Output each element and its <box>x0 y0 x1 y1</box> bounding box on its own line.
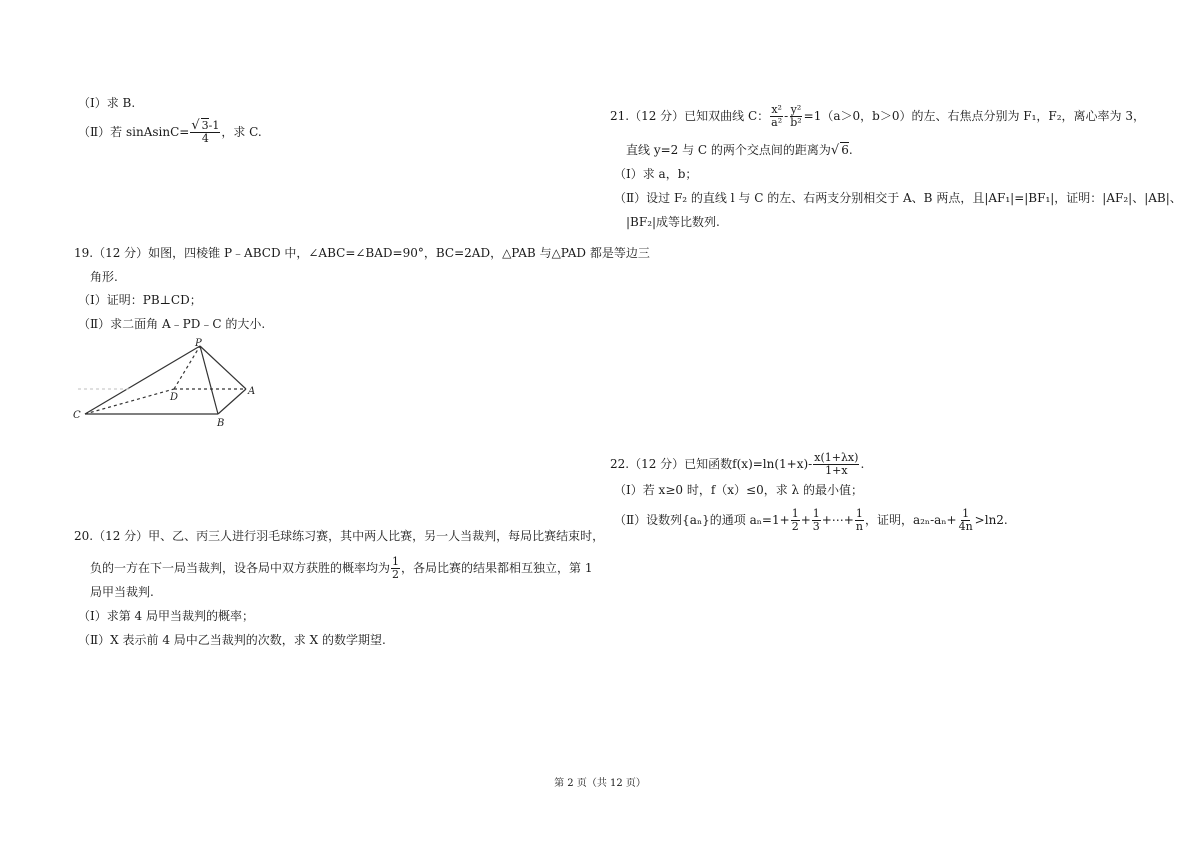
q22-line1-suffix: . <box>860 457 865 471</box>
q18-den: 4 <box>201 132 209 145</box>
q20-line2-text: 负的一方在下一局当裁判，设各局中双方获胜的概率均为 <box>90 561 391 575</box>
q21-frac-x-num: x² <box>771 103 782 116</box>
q21-frac-y <box>789 104 802 129</box>
q18-num-tail: -1 <box>208 119 220 132</box>
q22-part2 <box>614 508 1008 533</box>
q21-line2-text: 直线 y=2 与 C 的两个交点间的距离为 <box>626 143 831 157</box>
q22-s1-num: 1 <box>791 507 799 520</box>
label-p: P <box>195 338 202 349</box>
label-d: D <box>170 392 179 403</box>
q18-fraction: $\frac{√ 3-1}{4}$ <box>191 118 220 145</box>
q21-stem-line1 <box>610 104 1145 129</box>
q22-func-num: x(1+λx) <box>814 451 859 464</box>
q20-stem-line2 <box>90 556 592 581</box>
q22-s4-num: 1 <box>962 507 970 520</box>
q21-frac-x-den: a² <box>771 116 783 129</box>
q20-line2-suffix: ，各局比赛的结果都相互独立，第 1 <box>401 561 593 575</box>
q22-s4-den: 4n <box>958 520 973 533</box>
q22-part2-text: （Ⅱ）设数列{aₙ}的通项 aₙ=1+ <box>614 513 790 527</box>
q19-part1: （Ⅰ）证明：PB⊥CD； <box>78 293 202 307</box>
q20-part2: （Ⅱ）X 表示前 4 局中乙当裁判的次数，求 X 的数学期望. <box>78 633 386 647</box>
q22-plus: + <box>800 513 811 527</box>
q21-sqrt-value: 6 <box>841 143 849 157</box>
q19-stem-line1: 19.（12 分）如图，四棱锥 P﹣ABCD 中，∠ABC=∠BAD=90°，BC=2AD，△PAB 与△PAD 都是等边三 <box>74 246 650 260</box>
q21-stem-line2: 直线 y=2 与 C 的两个交点间的距离为√ 6. <box>626 143 853 158</box>
q22-s2-den: 3 <box>812 520 820 533</box>
q18-sqrt-value: 3 <box>201 119 209 132</box>
q18-part2 <box>78 120 262 145</box>
q20-fraction <box>391 556 400 581</box>
q22-func-frac <box>813 452 859 477</box>
q20-frac-den: 2 <box>392 568 400 581</box>
q18-part2-text: （Ⅱ）若 sinAsinC= <box>78 125 190 139</box>
q21-frac-y-den: b² <box>790 116 802 129</box>
q21-part2: （Ⅱ）设过 F₂ 的直线 l 与 C 的左、右两支分别相交于 A、B 两点，且|AF₁|=|BF₁|，证明：|AF₂|、|AB|、 <box>614 191 1182 205</box>
label-a: A <box>248 386 256 397</box>
q21-line1-text: 21.（12 分）已知双曲线 C： <box>610 109 770 123</box>
q22-part2-suffix: >ln2. <box>974 513 1008 527</box>
q22-frac-half <box>791 508 800 533</box>
q21-line2-suffix: . <box>848 143 853 157</box>
q18-part2-suffix: ，求 C. <box>221 125 262 139</box>
q21-frac-y-num: y² <box>790 103 802 116</box>
q22-s1-den: 2 <box>791 520 799 533</box>
q19-part2: （Ⅱ）求二面角 A﹣PD﹣C 的大小. <box>78 317 266 331</box>
q22-part2-mid: ，证明，a₂ₙ-aₙ+ <box>864 513 957 527</box>
q20-stem-line1: 20.（12 分）甲、乙、丙三人进行羽毛球练习赛，其中两人比赛，另一人当裁判，每局比赛结束时， <box>74 529 605 543</box>
q22-func-den: 1+x <box>825 464 848 477</box>
q21-minus: - <box>784 109 789 123</box>
q22-s3-den: n <box>855 520 863 533</box>
q22-frac-4n <box>958 508 974 533</box>
q22-s3-num: 1 <box>855 507 863 520</box>
q20-stem-line3: 局甲当裁判. <box>90 585 154 599</box>
q21-line1-suffix: =1（a＞0，b＞0）的左、右焦点分别为 F₁，F₂，离心率为 3， <box>803 109 1145 123</box>
q20-frac-num: 1 <box>392 555 400 568</box>
q21-frac-x <box>770 104 783 129</box>
q22-stem-line1 <box>610 452 864 477</box>
q22-func-expr: f(x)=ln(1+x)- <box>732 457 813 471</box>
label-b: B <box>217 418 225 429</box>
q20-part1: （Ⅰ）求第 4 局甲当裁判的概率； <box>78 609 255 623</box>
q21-part1: （Ⅰ）求 a，b； <box>614 167 698 181</box>
pyramid-figure <box>70 338 260 433</box>
q18-part1: （Ⅰ）求 B. <box>78 96 136 110</box>
q21-part2-cont: |BF₂|成等比数列. <box>626 215 720 229</box>
q22-frac-third <box>812 508 821 533</box>
label-c: C <box>73 410 81 421</box>
q22-line1-text: 22.（12 分）已知函数 <box>610 457 733 471</box>
q22-s2-num: 1 <box>812 507 820 520</box>
q22-dots: +⋯+ <box>821 513 854 527</box>
page-footer: 第 2 页（共 12 页） <box>554 778 646 789</box>
q22-frac-n <box>855 508 864 533</box>
q19-stem-line2: 角形. <box>90 270 118 284</box>
q22-part1: （Ⅰ）若 x≥0 时，f（x）≤0，求 λ 的最小值； <box>614 483 863 497</box>
